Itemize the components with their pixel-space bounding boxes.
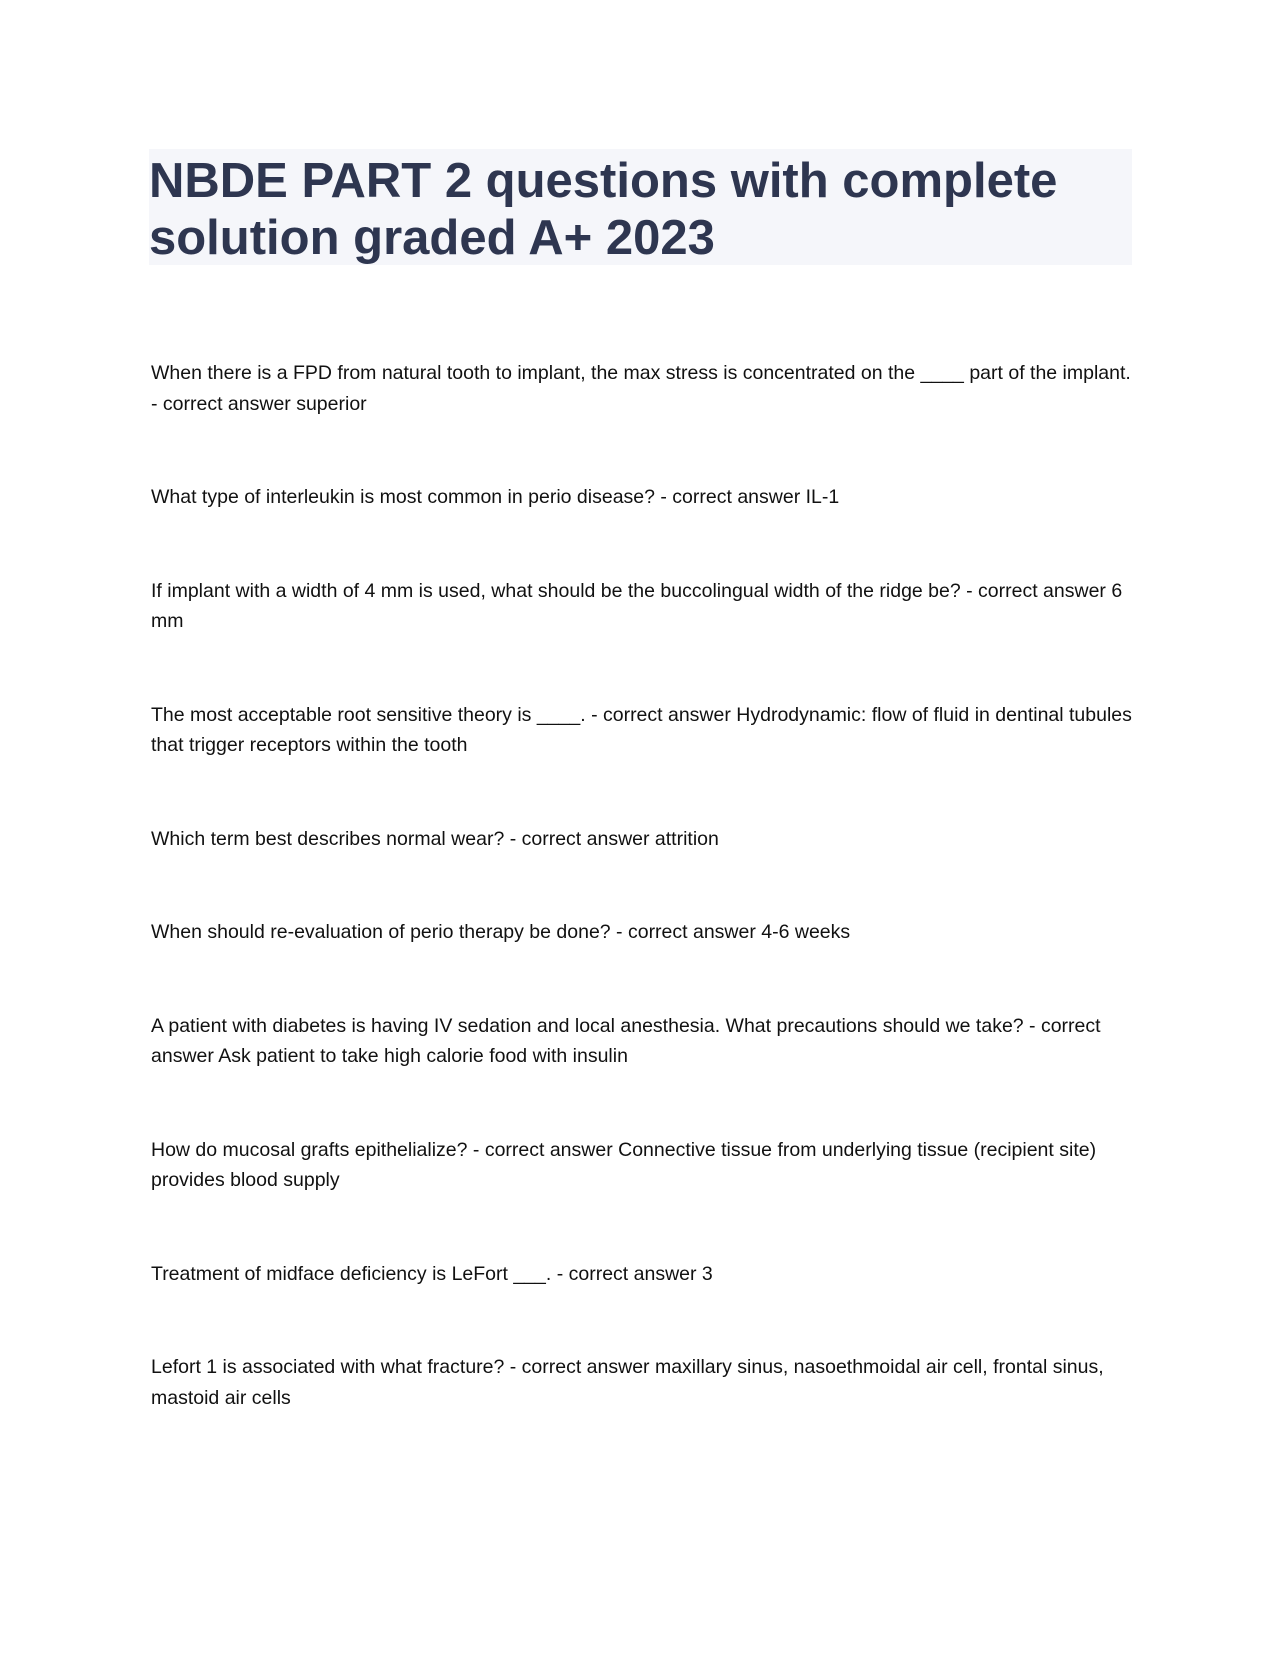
qa-list xyxy=(151,358,1136,1413)
qa-item: The most acceptable root sensitive theory is ____. - correct answer Hydrodynamic: flow of fluid in dentinal tubules that trigger receptors within the tooth xyxy=(151,703,1132,756)
qa-item: When there is a FPD from natural tooth to implant, the max stress is concentrated on the ____ part of the implant. - correct answer superior xyxy=(151,362,1131,415)
document-title: NBDE PART 2 questions with complete solution graded A+ 2023 xyxy=(149,154,1058,265)
qa-item: What type of interleukin is most common in perio disease? - correct answer IL-1 xyxy=(151,486,840,508)
qa-item: Lefort 1 is associated with what fracture? - correct answer maxillary sinus, nasoethmoidal air cell, frontal sinus, mastoid air cells xyxy=(151,1356,1104,1409)
qa-item: A patient with diabetes is having IV sedation and local anesthesia. What precautions should we take? - correct answer Ask patient to take high calorie food with insulin xyxy=(151,1014,1101,1067)
title-block xyxy=(149,149,1132,265)
qa-item: If implant with a width of 4 mm is used, what should be the buccolingual width of the ridge be? - correct answer 6 mm xyxy=(151,579,1123,632)
qa-item: How do mucosal grafts epithelialize? - correct answer Connective tissue from underlying tissue (recipient site) provides blood supply xyxy=(151,1138,1097,1191)
qa-item: Treatment of midface deficiency is LeFort ___. - correct answer 3 xyxy=(151,1262,713,1285)
qa-item: Which term best describes normal wear? - correct answer attrition xyxy=(151,827,719,850)
qa-item: When should re-evaluation of perio therapy be done? - correct answer 4-6 weeks xyxy=(151,921,851,943)
